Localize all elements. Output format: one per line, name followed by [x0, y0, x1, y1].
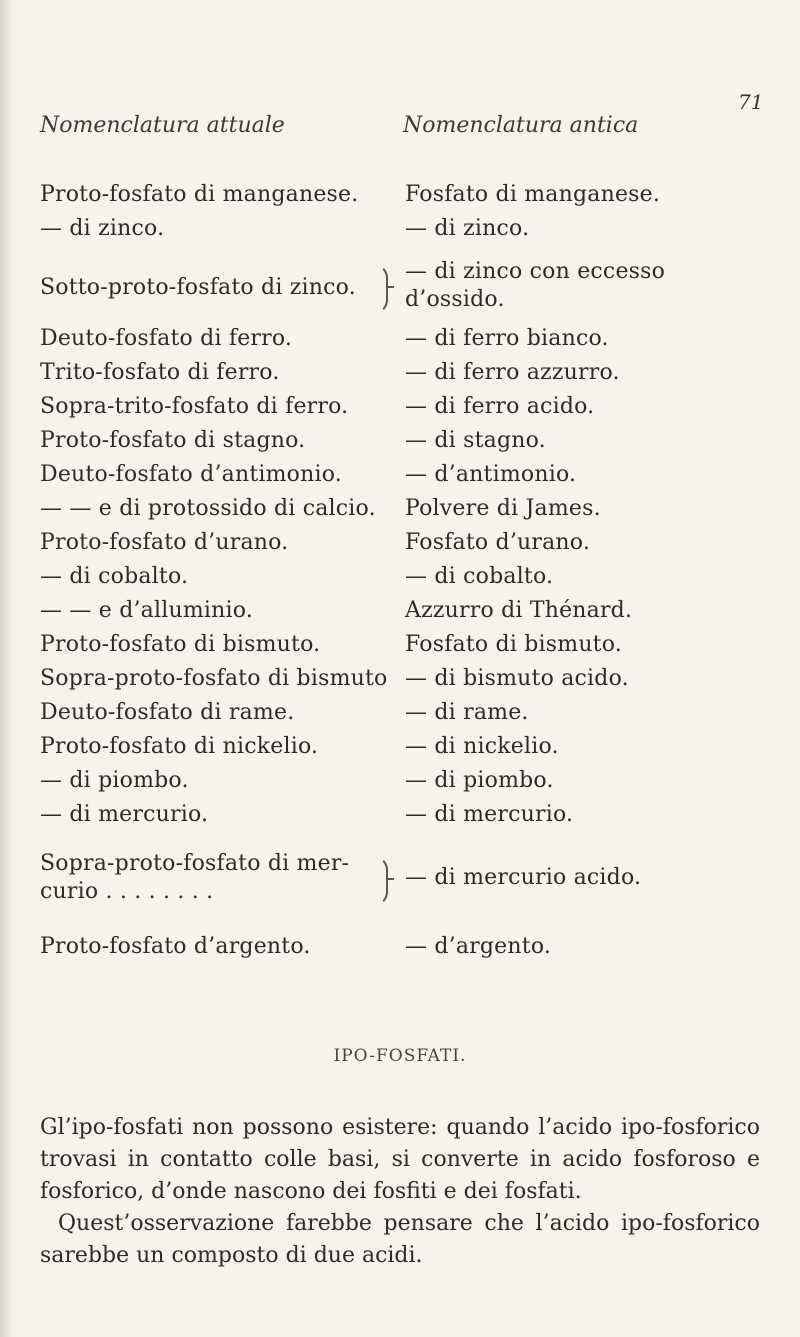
current-name: Proto-fosfato di manganese.: [40, 182, 359, 207]
brace-mark: [370, 264, 388, 314]
ancient-name: Polvere di James.: [405, 496, 601, 521]
current-name: Sopra-proto-fosfato di bismuto: [40, 666, 388, 691]
ancient-name: — di mercurio acido.: [405, 865, 642, 890]
table-row: [0, 560, 800, 594]
current-name: Deuto-fosfato di rame.: [40, 700, 295, 725]
ancient-name: — di ferro bianco.: [405, 326, 609, 351]
current-name: Deuto-fosfato d’antimonio.: [40, 462, 342, 487]
brace-mark: [370, 856, 388, 906]
current-name: Proto-fosfato d’argento.: [40, 934, 311, 959]
current-name-line2: curio . . . . . . . .: [40, 879, 214, 904]
ancient-name: — di piombo.: [405, 768, 554, 793]
table-row: [0, 212, 800, 246]
ancient-name: — di stagno.: [405, 428, 546, 453]
table-row: [0, 594, 800, 628]
current-name: — di zinco.: [40, 216, 165, 241]
ancient-name: — d’argento.: [405, 934, 552, 959]
ancient-name-line1: — di zinco con eccesso: [405, 259, 666, 284]
table-row: [0, 798, 800, 832]
current-name: — — e d’alluminio.: [40, 598, 253, 623]
current-name: Deuto-fosfato di ferro.: [40, 326, 293, 351]
ancient-name: — di ferro acido.: [405, 394, 595, 419]
table-row: [0, 258, 800, 318]
current-name: — di piombo.: [40, 768, 189, 793]
ancient-name: — di cobalto.: [405, 564, 554, 589]
current-name: — — e di protossido di calcio.: [40, 496, 376, 521]
table-row: [0, 526, 800, 560]
ancient-name: — di mercurio.: [405, 802, 574, 827]
table-row: [0, 696, 800, 730]
table-row: [0, 390, 800, 424]
current-name: Trito-fosfato di ferro.: [40, 360, 280, 385]
ancient-name: Fosfato di bismuto.: [405, 632, 622, 657]
table-row: [0, 850, 800, 910]
current-name: — di mercurio.: [40, 802, 209, 827]
paragraph: Gl’ipo-fosfati non possono esistere: quando l’acido ipo-fosforico trovasi in contatto colle basi, si converte in acido fosforoso e fosforico, d’onde nascono dei fosfiti e dei fosfati.: [40, 1115, 760, 1204]
ancient-name: — d’antimonio.: [405, 462, 577, 487]
ancient-name-line2: d’ossido.: [405, 287, 505, 312]
table-row: [0, 356, 800, 390]
ancient-name: — di rame.: [405, 700, 529, 725]
ancient-name: — di ferro azzurro.: [405, 360, 620, 385]
ancient-name: Azzurro di Thénard.: [405, 598, 633, 623]
ancient-name: — di nickelio.: [405, 734, 559, 759]
table-row: [0, 424, 800, 458]
table-row: [0, 458, 800, 492]
ancient-name: — di zinco.: [405, 216, 530, 241]
table-row: [0, 662, 800, 696]
current-name: — di cobalto.: [40, 564, 189, 589]
paragraph: Quest’osservazione farebbe pensare che l’acido ipo-fosforico sarebbe un composto di due acidi.: [40, 1211, 760, 1268]
page-number: 71: [738, 90, 764, 114]
ancient-name: Fosfato d’urano.: [405, 530, 591, 555]
column-header-current: Nomenclatura attuale: [40, 113, 285, 138]
current-name: Proto-fosfato di bismuto.: [40, 632, 321, 657]
section-title: IPO-FOSFATI.: [333, 1046, 467, 1066]
current-name: Proto-fosfato di stagno.: [40, 428, 306, 453]
current-name: Sopra-trito-fosfato di ferro.: [40, 394, 349, 419]
table-row: [0, 628, 800, 662]
table-row: [0, 178, 800, 212]
ancient-name: Fosfato di manganese.: [405, 182, 661, 207]
current-name: Proto-fosfato di nickelio.: [40, 734, 319, 759]
ancient-name: — di bismuto acido.: [405, 666, 629, 691]
table-row: [0, 930, 800, 964]
table-row: [0, 730, 800, 764]
table-row: [0, 492, 800, 526]
table-row: [0, 322, 800, 356]
current-name-line1: Sopra-proto-fosfato di mer-: [40, 851, 350, 876]
column-header-ancient: Nomenclatura antica: [403, 113, 639, 138]
body-text: [40, 1112, 760, 1272]
current-name: Proto-fosfato d’urano.: [40, 530, 289, 555]
table-row: [0, 764, 800, 798]
current-name: Sotto-proto-fosfato di zinco.: [40, 275, 356, 300]
